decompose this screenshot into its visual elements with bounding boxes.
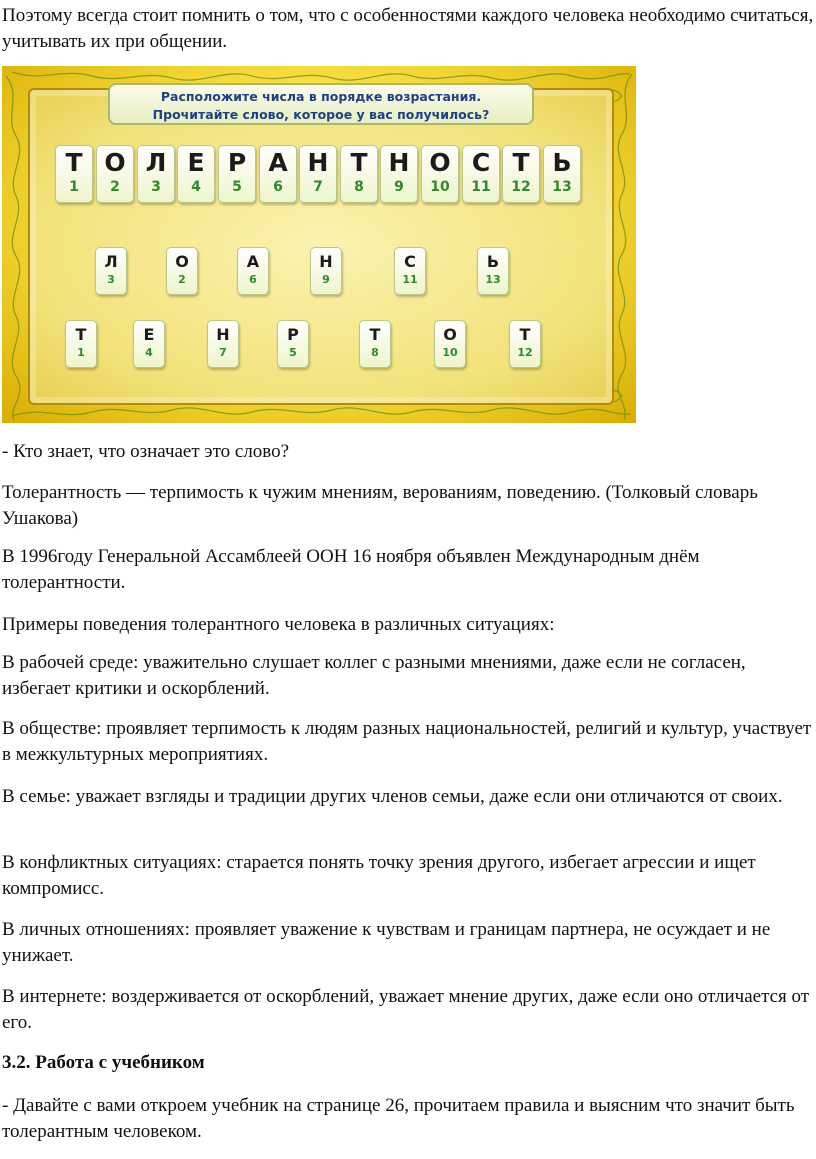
tile-letter: Е bbox=[187, 148, 205, 177]
tile-letter: Т bbox=[519, 325, 531, 344]
tile-letter: Т bbox=[369, 325, 381, 344]
puzzle-slide-image bbox=[2, 66, 636, 423]
tile-letter: Р bbox=[227, 148, 247, 177]
instruction-line-1: Расположите числа в порядке возрастания. bbox=[160, 89, 482, 104]
tile-number: 6 bbox=[273, 179, 283, 195]
tile-number: 6 bbox=[249, 273, 257, 286]
question-paragraph: - Кто знает, что означает это слово? bbox=[2, 441, 290, 462]
tile-letter: Т bbox=[65, 148, 83, 177]
tile-number: 7 bbox=[313, 179, 323, 195]
word-tile bbox=[502, 145, 540, 203]
tile-letter: Н bbox=[216, 325, 230, 344]
tile-number: 4 bbox=[145, 346, 153, 359]
word-tile bbox=[421, 145, 459, 203]
scattered-tile bbox=[207, 320, 239, 368]
tile-number: 9 bbox=[322, 273, 330, 286]
scattered-tile bbox=[65, 320, 97, 368]
scattered-tile bbox=[434, 320, 466, 368]
conflict-example-paragraph: В конфликтных ситуациях: старается понять точку зрения другого, избегает агрессии и ищет компромисс. bbox=[2, 852, 756, 899]
tile-letter: С bbox=[471, 148, 491, 177]
tile-number: 11 bbox=[471, 179, 491, 195]
personal-example-paragraph: В личных отношениях: проявляет уважение к чувствам и границам партнера, не осуждает и не унижает. bbox=[2, 919, 771, 966]
scattered-tile bbox=[477, 247, 509, 295]
work-example-paragraph: В рабочей среде: уважительно слушает коллег с разными мнениями, даже если не согласен, избегает критики и оскорблений. bbox=[2, 652, 746, 699]
word-tile bbox=[340, 145, 378, 203]
instruction-line-2: Прочитайте слово, которое у вас получилось? bbox=[152, 107, 490, 122]
tile-number: 13 bbox=[552, 179, 572, 195]
word-tile bbox=[462, 145, 500, 203]
tile-letter: О bbox=[175, 252, 189, 271]
tile-number: 2 bbox=[110, 179, 120, 195]
scattered-tile bbox=[509, 320, 541, 368]
tile-letter: Т bbox=[350, 148, 368, 177]
tile-letter: Н bbox=[307, 148, 329, 177]
tile-number: 10 bbox=[430, 179, 450, 195]
tile-letter: О bbox=[429, 148, 451, 177]
scattered-tile bbox=[359, 320, 391, 368]
tile-number: 1 bbox=[77, 346, 85, 359]
scattered-tile bbox=[237, 247, 269, 295]
scattered-tile bbox=[95, 247, 127, 295]
tile-letter: Н bbox=[388, 148, 410, 177]
intro-paragraph: Поэтому всегда стоит помнить о том, что с особенностями каждого человека необходимо считаться, учитывать их при общении. bbox=[2, 5, 814, 52]
scattered-tile bbox=[310, 247, 342, 295]
word-tile bbox=[55, 145, 93, 203]
tile-number: 5 bbox=[232, 179, 242, 195]
tile-number: 10 bbox=[442, 346, 458, 359]
word-tile bbox=[259, 145, 297, 203]
tile-letter: Т bbox=[512, 148, 530, 177]
word-tile bbox=[218, 145, 256, 203]
tile-number: 12 bbox=[517, 346, 533, 359]
tile-letter: Т bbox=[75, 325, 87, 344]
tile-number: 2 bbox=[178, 273, 186, 286]
tile-letter: Ь bbox=[552, 148, 572, 177]
textbook-paragraph: - Давайте с вами откроем учебник на странице 26, прочитаем правила и выясним что значит быть толерантным человеком. bbox=[2, 1095, 795, 1142]
tile-letter: А bbox=[246, 252, 260, 271]
word-tile bbox=[299, 145, 337, 203]
tile-number: 3 bbox=[107, 273, 115, 286]
tile-number: 4 bbox=[191, 179, 201, 195]
internet-example-paragraph: В интернете: воздерживается от оскорблений, уважает мнение других, даже если оно отличается от его. bbox=[2, 986, 810, 1033]
tile-number: 7 bbox=[219, 346, 227, 359]
word-tile bbox=[96, 145, 134, 203]
tile-letter: Л bbox=[104, 252, 118, 271]
tolerance-day-paragraph: В 1996году Генеральной Ассамблеей ООН 16 ноября объявлен Международным днём толерантности. bbox=[2, 546, 700, 593]
tile-letter: С bbox=[404, 252, 416, 271]
word-tile bbox=[380, 145, 418, 203]
word-tile bbox=[137, 145, 175, 203]
scattered-tile bbox=[133, 320, 165, 368]
tile-letter: А bbox=[268, 148, 288, 177]
society-example-paragraph: В обществе: проявляет терпимость к людям разных национальностей, религий и культур, участвует в межкультурных мероприятиях. bbox=[2, 718, 812, 765]
tile-letter: Ь bbox=[486, 252, 500, 271]
definition-paragraph: Толерантность — терпимость к чужим мнениям, верованиям, поведению. (Толковый словарь Ушакова) bbox=[2, 482, 758, 529]
examples-intro-paragraph: Примеры поведения толерантного человека в различных ситуациях: bbox=[2, 614, 555, 635]
word-tile bbox=[543, 145, 581, 203]
scattered-tile bbox=[166, 247, 198, 295]
tile-letter: Н bbox=[319, 252, 333, 271]
tile-number: 13 bbox=[485, 273, 501, 286]
tile-number: 8 bbox=[371, 346, 379, 359]
tile-number: 3 bbox=[151, 179, 161, 195]
section-heading: 3.2. Работа с учебником bbox=[2, 1052, 205, 1073]
tile-letter: Р bbox=[287, 325, 299, 344]
tile-letter: Е bbox=[143, 325, 155, 344]
word-tile bbox=[177, 145, 215, 203]
tile-number: 11 bbox=[402, 273, 418, 286]
tile-number: 1 bbox=[69, 179, 79, 195]
tile-number: 5 bbox=[289, 346, 297, 359]
instruction-banner bbox=[108, 83, 534, 125]
tile-letter: О bbox=[104, 148, 126, 177]
family-example-paragraph: В семье: уважает взгляды и традиции других членов семьи, даже если они отличаются от своих. bbox=[2, 786, 783, 807]
tile-letter: О bbox=[443, 325, 457, 344]
tile-number: 12 bbox=[511, 179, 531, 195]
scattered-tile bbox=[277, 320, 309, 368]
tile-letter: Л bbox=[145, 148, 167, 177]
tile-number: 9 bbox=[394, 179, 404, 195]
scattered-tile bbox=[394, 247, 426, 295]
tile-number: 8 bbox=[354, 179, 364, 195]
